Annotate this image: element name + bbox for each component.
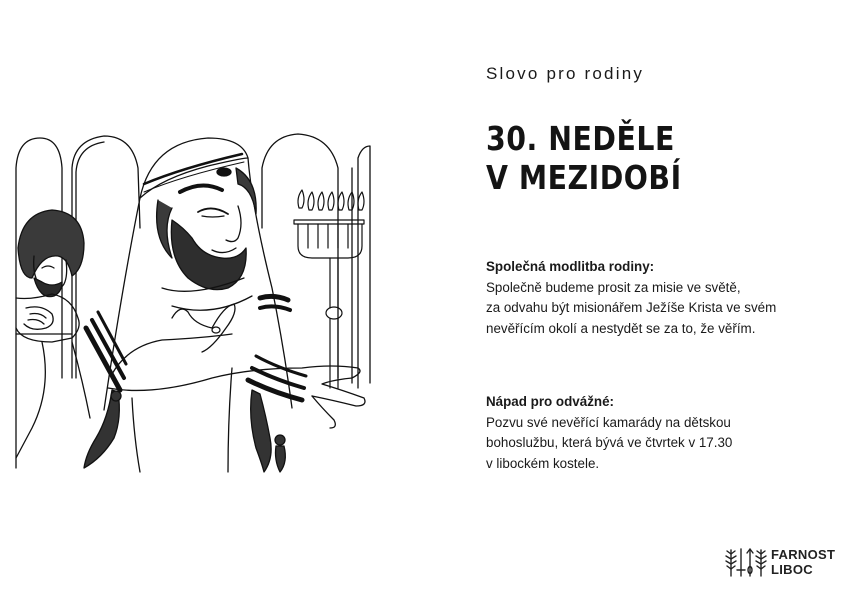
brave-idea-line: v libockém kostele. [486,455,600,471]
family-prayer-line: nevěřícím okolí a nestydět se za to, že věřím. [486,320,756,336]
brave-idea-line: Pozvu své nevěřící kamarády na dětskou [486,414,731,430]
parish-name-line-2: LIBOC [771,562,813,577]
family-prayer-line: Společně budeme prosit za misie ve světě, [486,279,741,295]
illustration [12,128,378,473]
brave-idea-heading: Nápad pro odvážné: [486,394,614,409]
parish-name [771,547,835,577]
page-title-line-1: 30. NEDĚLE [486,119,675,158]
family-prayer-line: za odvahu být misionářem Ježíše Krista ve svém [486,300,777,315]
page-title-line-2: V MEZIDOBÍ [486,158,682,197]
parish-logo [724,546,835,578]
family-prayer-section [486,257,776,339]
brave-idea-section [486,392,732,474]
brave-idea-line: bohoslužbu, která bývá ve čtvrtek v 17.30 [486,435,733,450]
page-title [486,119,682,197]
wheat-sword-arrow-wheat-icon [724,546,768,578]
parish-name-line-1: FARNOST [771,547,836,562]
page-subtitle: Slovo pro rodiny [486,64,645,83]
family-prayer-heading: Společná modlitba rodiny: [486,259,655,274]
pharisee-illustration-icon [12,128,378,473]
